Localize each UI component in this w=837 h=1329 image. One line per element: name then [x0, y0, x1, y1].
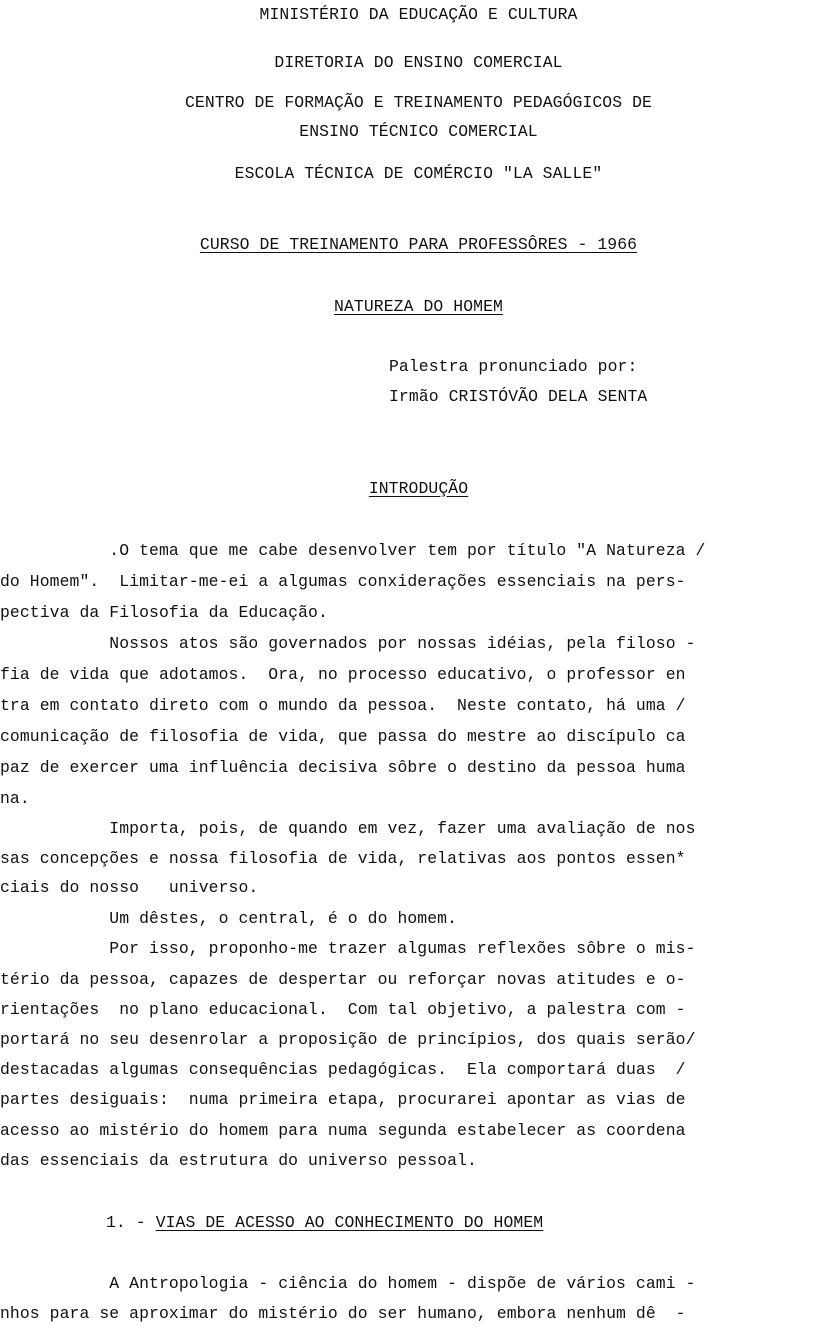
body-line: portará no seu desenrolar a proposição de princípios, dos quais serão/: [0, 1030, 696, 1049]
header-center-line2: ENSINO TÉCNICO COMERCIAL: [299, 122, 538, 141]
body-line: paz de exercer uma influência decisiva sôbre o destino da pessoa huma: [0, 758, 686, 777]
header-school: ESCOLA TÉCNICA DE COMÉRCIO "LA SALLE": [234, 164, 603, 183]
body-line: na.: [0, 789, 30, 808]
body-line: rientações no plano educacional. Com tal objetivo, a palestra com -: [0, 1000, 686, 1019]
speaker-label: Palestra pronunciado por:: [389, 357, 638, 376]
body-line: tra em contato direto com o mundo da pessoa. Neste contato, há uma /: [0, 696, 686, 715]
body-line: Um dêstes, o central, é o do homem.: [0, 909, 458, 928]
body-line: destacadas algumas consequências pedagógicas. Ela comportará duas /: [0, 1060, 686, 1079]
section-intro-title: INTRODUÇÃO: [368, 479, 469, 498]
body-line: tério da pessoa, capazes de despertar ou reforçar novas atitudes e o-: [0, 970, 686, 989]
body-line: nhos para se aproximar do mistério do ser humano, embora nenhum dê -: [0, 1304, 686, 1323]
header-ministry: MINISTÉRIO DA EDUCAÇÃO E CULTURA: [259, 5, 578, 24]
body-line: das essenciais da estrutura do universo pessoal.: [0, 1151, 477, 1170]
course-title-wrap: [0, 234, 837, 256]
body-line: fia de vida que adotamos. Ora, no processo educativo, o professor en: [0, 665, 686, 684]
section1-number: 1. -: [106, 1213, 156, 1232]
body-line: Por isso, proponho-me trazer algumas reflexões sôbre o mis-: [0, 939, 696, 958]
header-center-line1: CENTRO DE FORMAÇÃO E TREINAMENTO PEDAGÓGICOS DE: [185, 93, 652, 112]
body-line: Nossos atos são governados por nossas idéias, pela filoso -: [0, 634, 696, 653]
body-line: pectiva da Filosofia da Educação.: [0, 603, 328, 622]
course-title: CURSO DE TREINAMENTO PARA PROFESSÔRES - 1966: [199, 235, 638, 254]
body-line: sas concepções e nossa filosofia de vida, relativas aos pontos essen*: [0, 849, 686, 868]
body-line: .O tema que me cabe desenvolver tem por título "A Natureza /: [0, 541, 706, 560]
body-line: acesso ao mistério do homem para numa segunda estabelecer as coordena: [0, 1121, 686, 1140]
speaker-name: Irmão CRISTÓVÃO DELA SENTA: [389, 387, 648, 406]
section1-heading: [106, 1212, 826, 1234]
header-directorate: DIRETORIA DO ENSINO COMERCIAL: [274, 53, 563, 72]
section1-title: VIAS DE ACESSO AO CONHECIMENTO DO HOMEM: [155, 1213, 544, 1232]
body-line: partes desiguais: numa primeira etapa, procurarei apontar as vias de: [0, 1090, 686, 1109]
body-line: ciais do nosso universo.: [0, 878, 259, 897]
body-line: do Homem". Limitar-me-ei a algumas conxiderações essenciais na pers-: [0, 572, 686, 591]
body-line: A Antropologia - ciência do homem - dispõe de vários cami -: [0, 1274, 696, 1293]
lecture-title: NATUREZA DO HOMEM: [334, 297, 503, 316]
section-intro-wrap: [0, 478, 837, 500]
body-line: Importa, pois, de quando em vez, fazer uma avaliação de nos: [0, 819, 696, 838]
lecture-title-wrap: [0, 296, 837, 318]
body-line: comunicação de filosofia de vida, que passa do mestre ao discípulo ca: [0, 727, 686, 746]
